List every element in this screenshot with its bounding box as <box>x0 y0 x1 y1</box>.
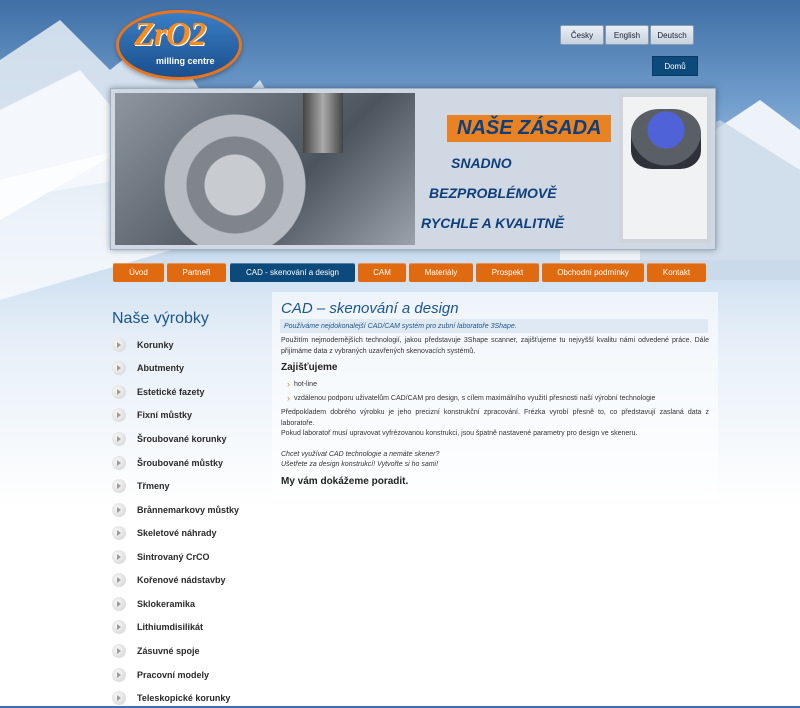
list-item: › hot-line <box>287 379 317 389</box>
lang-english-button[interactable]: English <box>605 25 649 45</box>
arrow-bullet-icon <box>112 573 126 587</box>
motto-line: SNADNO <box>451 155 512 171</box>
home-button[interactable]: Domů <box>652 56 698 76</box>
sidebar-item[interactable]: Abutmenty <box>112 358 262 378</box>
paragraph: Předpokladem dobrého výrobku je jeho precizní konstrukční zpracování. Frézka vyrobí přesně to, co představují zaslaná data z laboratoře. <box>281 409 709 427</box>
lang-czech-button[interactable]: Česky <box>560 25 604 45</box>
nav-materialy[interactable]: Materiály <box>409 263 473 282</box>
question-line: Ušetřete za design konstrukcí! Vytvořte si ho sami! <box>281 461 439 468</box>
arrow-bullet-icon <box>112 644 126 658</box>
list-item: › vzdálenou podporu uživatelům CAD/CAM pro design, s cílem maximálního využití přesnosti naší výrobní technologie <box>287 393 656 403</box>
sidebar-item[interactable]: Sklokeramika <box>112 594 262 614</box>
nav-cad[interactable]: CAD - skenování a design <box>230 263 355 282</box>
bullet-icon: › <box>287 393 290 403</box>
site-logo[interactable] <box>116 10 240 80</box>
nav-kontakt[interactable]: Kontakt <box>647 263 706 282</box>
nav-cam[interactable]: CAM <box>358 263 406 282</box>
arrow-bullet-icon <box>112 408 126 422</box>
logo-subtitle: milling centre <box>156 56 215 66</box>
arrow-bullet-icon <box>112 597 126 611</box>
arrow-bullet-icon <box>112 620 126 634</box>
logo-mark: ZrO2 <box>134 16 206 53</box>
arrow-bullet-icon <box>112 503 126 517</box>
lang-german-button[interactable]: Deutsch <box>650 25 694 45</box>
nav-uvod[interactable]: Úvod <box>113 263 164 282</box>
motto-title: NAŠE ZÁSADA <box>447 115 611 142</box>
sidebar-item[interactable]: Kořenové nádstavby <box>112 570 262 590</box>
page-title: CAD – skenování a design <box>281 300 459 317</box>
arrow-bullet-icon <box>112 432 126 446</box>
sidebar-item[interactable]: Fixní můstky <box>112 405 262 425</box>
sidebar-item[interactable]: Lithiumdisilikát <box>112 617 262 637</box>
dental-model-image <box>631 109 701 169</box>
hero-banner <box>110 88 716 250</box>
section-heading: Zajišťujeme <box>281 362 338 373</box>
arrow-bullet-icon <box>112 668 126 682</box>
paragraph: Pokud laboratoř musí upravovat vyfrézovanou konstrukci, jsou špatně nastavené parametry pro design ve skeneru. <box>281 430 638 437</box>
sidebar-item[interactable]: Brånnemarkovy můstky <box>112 500 262 520</box>
intro-highlight: Používáme nejdokonalejší CAD/CAM systém pro zubní laboratoře 3Shape. <box>280 319 708 333</box>
motto-line: BEZPROBLÉMOVĚ <box>429 185 557 201</box>
sidebar-title: Naše výrobky <box>112 310 209 327</box>
milling-machine-photo <box>115 93 415 245</box>
sidebar-item[interactable]: Korunky <box>112 335 262 355</box>
arrow-bullet-icon <box>112 550 126 564</box>
sidebar-item[interactable]: Zásuvné spoje <box>112 641 262 661</box>
arrow-bullet-icon <box>112 456 126 470</box>
intro-paragraph: Použitím nejmodernějších technologií, jakou představuje 3Shape scanner, zajišťujeme tu nejvyšší kvalitu námi odvedené práce. Dále přijímáme data z vybraných uzavřených skenovacích systémů. <box>281 337 709 355</box>
sidebar-item[interactable]: Třmeny <box>112 476 262 496</box>
sidebar-item[interactable]: Teleskopické korunky <box>112 688 262 708</box>
sidebar-item[interactable]: Šroubované můstky <box>112 453 262 473</box>
nav-partneri[interactable]: Partneři <box>167 263 226 282</box>
bullet-icon: › <box>287 379 290 389</box>
sidebar-item[interactable]: Pracovní modely <box>112 665 262 685</box>
arrow-bullet-icon <box>112 526 126 540</box>
sidebar-item[interactable]: Skeletové náhrady <box>112 523 262 543</box>
nav-prospekt[interactable]: Prospekt <box>476 263 539 282</box>
arrow-bullet-icon <box>112 479 126 493</box>
milling-tool-image <box>303 93 343 153</box>
sidebar-item[interactable]: Šroubované korunky <box>112 429 262 449</box>
motto-block <box>417 93 617 245</box>
arrow-bullet-icon <box>112 691 126 705</box>
sidebar-item[interactable]: Estetické fazety <box>112 382 262 402</box>
nav-obchodni-podminky[interactable]: Obchodní podmínky <box>542 263 644 282</box>
motto-line: RYCHLE A KVALITNĚ <box>421 215 565 231</box>
arrow-bullet-icon <box>112 361 126 375</box>
arrow-bullet-icon <box>112 338 126 352</box>
closing-statement: My vám dokážeme poradit. <box>281 476 409 487</box>
arrow-bullet-icon <box>112 385 126 399</box>
sidebar-item[interactable]: Sintrovaný CrCO <box>112 547 262 567</box>
question-line: Chcet využívat CAD technologie a nemáte skener? <box>281 451 440 458</box>
